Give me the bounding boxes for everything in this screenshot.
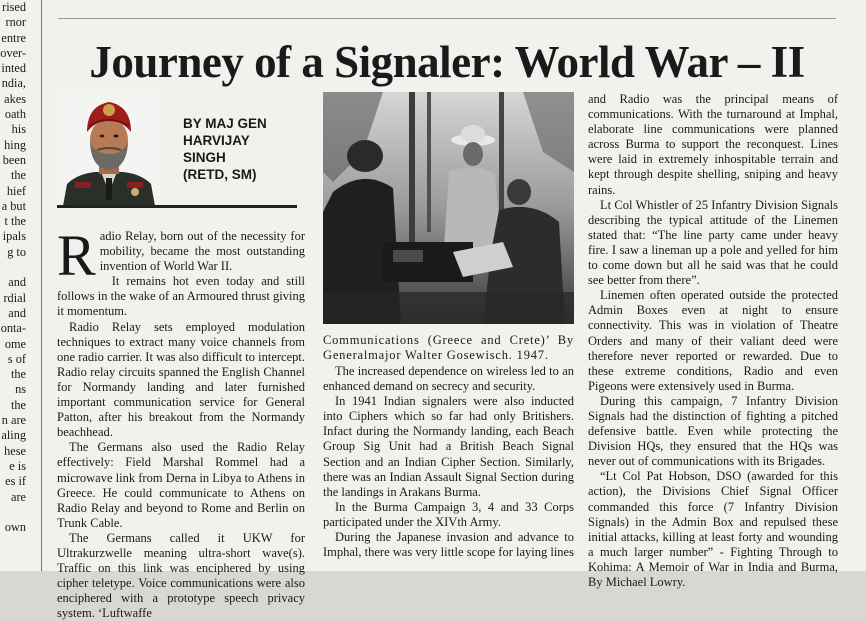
top-rule (58, 18, 836, 19)
photo-caption (323, 333, 574, 363)
left-column-fragment: rised (2, 0, 26, 14)
paragraph: The Germans called it UKW for Ultrakurzwelle meaning ultra-short wave(s). Traffic on this link was enciphered by using cipher teletype. Voice communications were also enciphered with a prototype speech privacy system. ‘Luftwaffe (57, 530, 305, 621)
left-column-fragment: and (8, 275, 26, 290)
article-column-3 (588, 92, 838, 590)
article-column-1 (57, 223, 305, 621)
left-column-fragment: the (10, 168, 26, 183)
left-column-fragment (0, 260, 26, 275)
left-column-fragment: a but (1, 198, 26, 213)
paragraph: Radio Relay sets employed modulation techniques to extract many voice channels from one radio carrier. It was also difficult to intercept. Radio relay circuits spanned the English Channel for Normandy landing and later furnished important communication service for General Patton, after his breakout from the Normandy beachhead. (57, 319, 305, 440)
left-column-fragment: oath (4, 107, 26, 122)
paragraph: During this campaign, 7 Infantry Division Signals had the distinction of fighting a pitched defensive battle. Even while protecting the Division HQs, they ensured that the HQs was never out of communications with its Brigades. (588, 393, 838, 469)
left-column-fragment: e is (9, 458, 26, 473)
left-column-fragment: inted (1, 61, 26, 76)
left-column-fragment: are (10, 489, 26, 504)
left-column-fragment: aling (1, 428, 26, 443)
paragraph: The Germans also used the Radio Relay effectively: Field Marshal Rommel had a microwave link from Derna in Libya to Athens in Greece. He could communicate to Athens on Radio Relay and beyond to Rome and Berlin on Trunk Cable. (57, 440, 305, 530)
left-column-fragment: hing (4, 137, 26, 152)
byline (183, 115, 267, 183)
dropcap: R (57, 223, 96, 288)
left-column-fragment: been (2, 152, 26, 167)
left-column-fragment: onta- (0, 321, 26, 336)
left-column-fragment: ns (15, 382, 26, 397)
paragraph: In the Burma Campaign 3, 4 and 33 Corps participated under the XIVth Army. (323, 499, 574, 529)
left-column-fragment: entre (1, 30, 26, 45)
paragraph: In 1941 Indian signalers were also inducted into Ciphers which so far had only Britishers. Infact during the Normandy landing, each Beach Group Sig Unit had a British Beach Signal Section and an Indian Cipher Section. Similarly, there was an Indian Assault Signal Section during the landings in Arakans Burma. (323, 394, 574, 499)
byline-line: BY MAJ GEN (183, 116, 267, 131)
left-column-fragment (0, 505, 26, 520)
left-column-fragment: g to (7, 244, 26, 259)
paragraph: Linemen often operated outside the protected Admin Boxes even at night to ensure connectivity. This was in violation of Theatre Orders and many of their valiant deed were therefore never reported or rewarded. Due to these extreme conditions, Radio and even Pigeons were extensively used in Burma. (588, 288, 838, 393)
left-column-fragment: the (10, 367, 26, 382)
historical-photo (323, 92, 574, 324)
paragraph: Lt Col Whistler of 25 Infantry Division Signals describing the typical attitude of the Linemen stated that: “The line party came under heavy fire. I saw a lineman up a pole and yelled for him to come down but all he said was that he could see better from there”. (588, 197, 838, 288)
left-column-fragment: s of (7, 351, 26, 366)
left-column-fragment: akes (4, 91, 26, 106)
paragraph: The increased dependence on wireless led to an enhanced demand on secrecy and security. (323, 364, 574, 394)
left-column-fragment: hese (4, 443, 26, 458)
left-column-fragment: his (11, 122, 26, 137)
left-column-fragment: es if (5, 474, 26, 489)
left-column-fragment: own (4, 520, 26, 535)
paragraph: “Lt Col Pat Hobson, DSO (awarded for this action), the Divisions Chief Signal Officer commanded this force (7 Infantry Division Signals) in the Admin Box and repulsed these initial attacks, killing at least forty and wounding a much larger number” - Fighting Through to Kohima: A Memoir of War in India and Burma, By Michael Lowry. (588, 469, 838, 589)
caption-text: Communications (Greece and Crete)’ By Generalmajor Walter Gosewisch. 1947. (323, 333, 574, 363)
author-portrait (57, 88, 161, 206)
byline-line: (RETD, SM) (183, 167, 257, 182)
article-column-2 (323, 364, 574, 560)
headline: Journey of a Signaler: World War – II (89, 37, 805, 87)
left-column-fragment: and (8, 305, 26, 320)
left-column-fragment: ome (4, 336, 26, 351)
byline-line: HARVIJAY (183, 133, 250, 148)
paragraph: Radio Relay, born out of the necessity for mobility, became the most outstanding invention of World War II. (57, 223, 305, 288)
top-edge-fragment (58, 0, 358, 8)
left-column-fragments (0, 0, 26, 571)
left-column-fragment: ndia, (1, 76, 26, 91)
left-column-fragment: ipals (2, 229, 26, 244)
paragraph: During the Japanese invasion and advance to Imphal, there was very little scope for laying lines (323, 530, 574, 560)
column-rule (41, 0, 42, 571)
paragraph: and Radio was the principal means of communications. With the turnaround at Imphal, elaborate line communications were planned across Burma to support the reconquest. Lines were laid in extremely inhospitable terrain and kept through despite shelling, sniping and heavy rains. (588, 92, 838, 197)
left-column-fragment: the (10, 397, 26, 412)
left-column-fragment: over- (0, 45, 26, 60)
left-column-fragment: rnor (5, 15, 26, 30)
left-column-fragment: hief (6, 183, 26, 198)
left-column-fragment: n are (1, 413, 26, 428)
paragraph: It remains hot even today and still follows in the wake of an Armoured thrust giving it momentum. (57, 274, 305, 319)
byline-line: SINGH (183, 150, 226, 165)
left-column-fragment: rdial (3, 290, 26, 305)
byline-rule (57, 205, 297, 208)
left-column-fragment: t the (4, 214, 26, 229)
